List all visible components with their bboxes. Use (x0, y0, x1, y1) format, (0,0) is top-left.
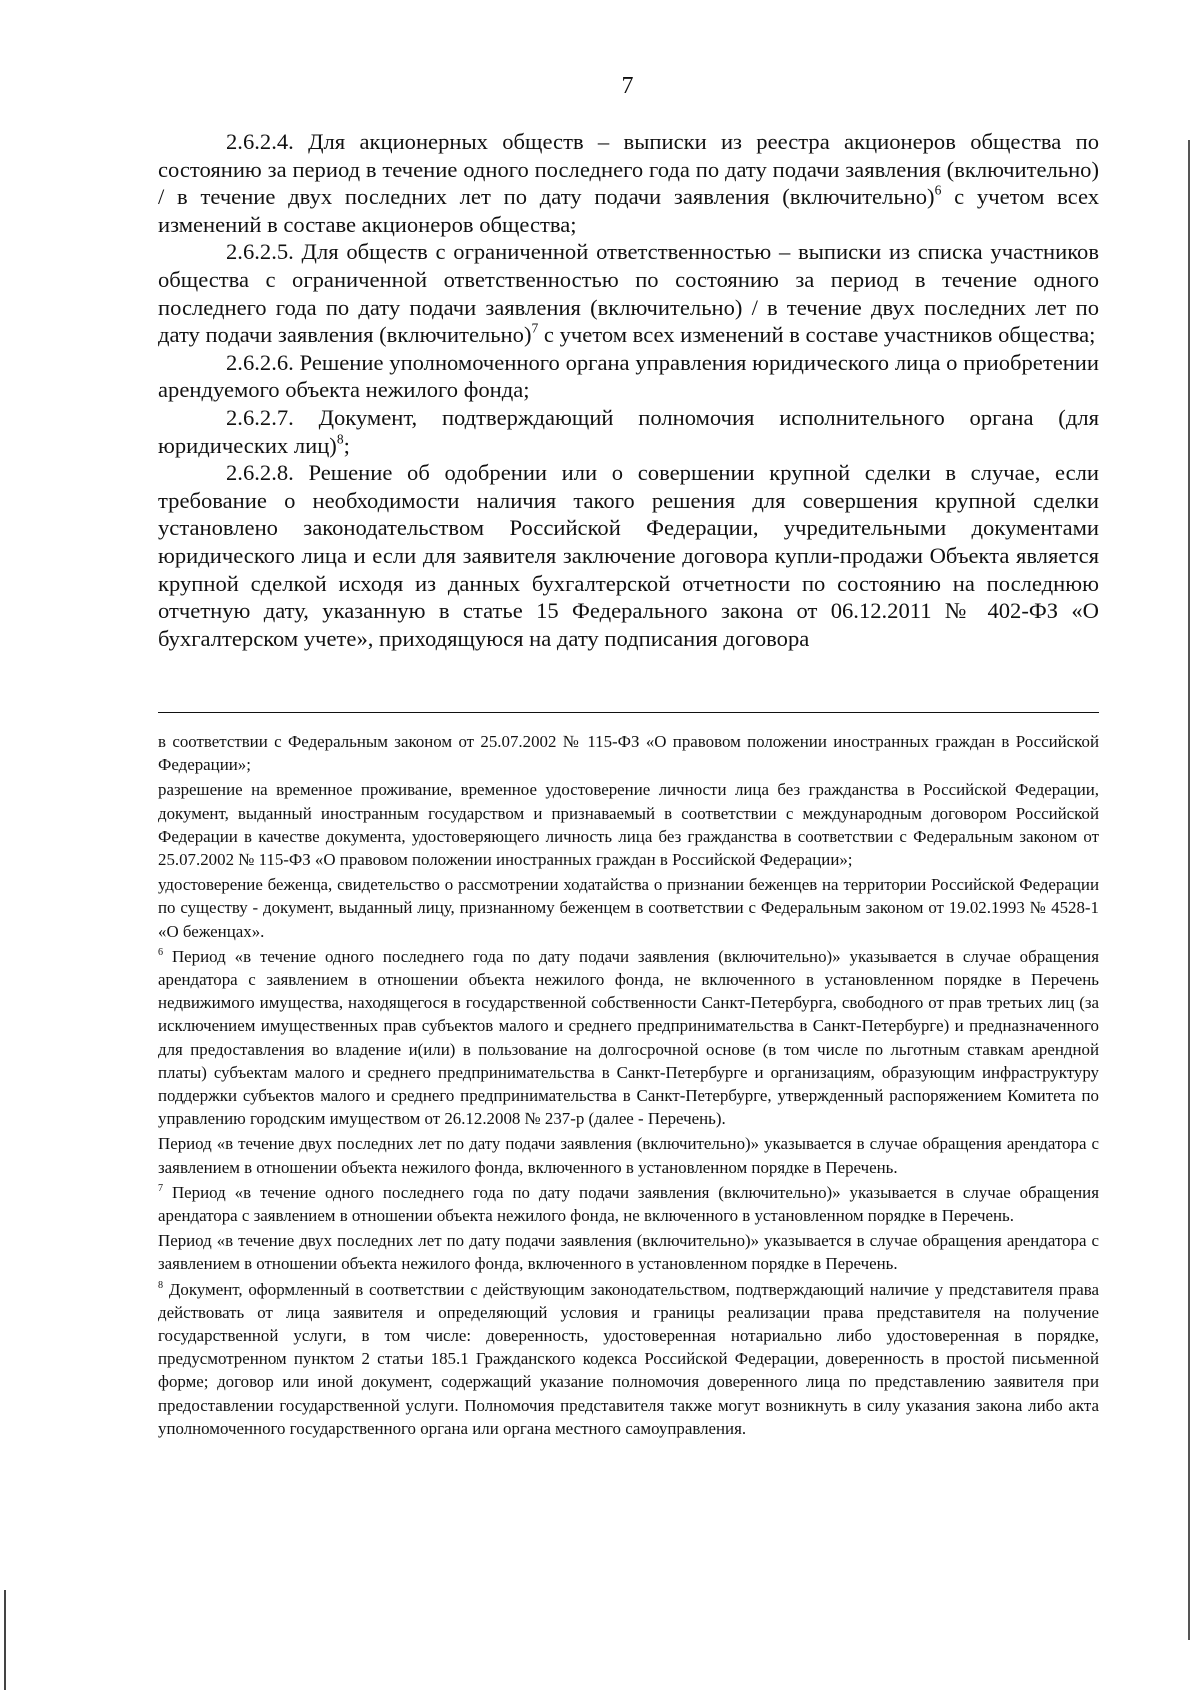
footnote-continuation (158, 730, 1099, 776)
footnote-mark: 7 (158, 1182, 164, 1194)
paragraph-tail: с учетом всех изменений в составе участников общества; (538, 322, 1096, 348)
footnote-8 (158, 1278, 1099, 1440)
scan-edge-line (1188, 140, 1190, 1640)
footnote-text: Период «в течение двух последних лет по дату подачи заявления (включительно)» указывается в случае обращения арендатора с заявлением в отношении объекта нежилого фонда, включенного в установленном порядке в Перечень. (158, 1231, 1099, 1274)
scan-edge-line (4, 1590, 6, 1690)
footnote-text: Период «в течение двух последних лет по дату подачи заявления (включительно)» указывается в случае обращения арендатора с заявлением в отношении объекта нежилого фонда, включенного в установленном порядке в Перечень. (158, 1134, 1099, 1177)
paragraph-text: Решение уполномоченного органа управления юридического лица о приобретении арендуемого объекта нежилого фонда; (158, 349, 1099, 403)
footnote-ref-7: 7 (531, 320, 539, 336)
footnote-continuation (158, 778, 1099, 871)
footnote-text: удостоверение беженца, свидетельство о рассмотрении ходатайства о признании беженцев на территории Российской Федерации по существу - документ, выданный лицу, признанному беженцем в соответствии с Федеральным законом от 19.02.1993 № 4528-1 «О беженцах». (158, 875, 1099, 941)
footnote-mark: 6 (158, 946, 164, 958)
paragraph-text: Для акционерных обществ – выписки из реестра акционеров общества по состоянию за период в течение одного последнего года по дату подачи заявления (включительно) / в течение двух последних лет по дату подачи заявления (включительно) (158, 129, 1099, 210)
footnote-text: Период «в течение одного последнего года по дату подачи заявления (включительно)» указывается в случае обращения арендатора с заявлением в отношении объекта нежилого фонда, не включенного в установленном порядке в Перечень. (158, 1182, 1099, 1226)
paragraph-label: 2.6.2.4. (226, 129, 294, 154)
footnote-text: разрешение на временное проживание, временное удостоверение личности лица без гражданства в Российской Федерации, документ, выданный иностранным государством и признаваемый в соответствии с международным договором Российской Федерации в качестве документа, удостоверяющего личность лица без гражданства в соответствии с Федеральным законом от 25.07.2002 № 115-ФЗ «О правовом положении иностранных граждан в Российской Федерации»; (158, 780, 1099, 870)
footnotes (158, 730, 1099, 1442)
paragraph-tail: с учетом всех изменений в составе акционеров общества; (158, 184, 1099, 237)
paragraph-2-6-2-5 (158, 238, 1099, 348)
footnote-7-continuation (158, 1229, 1099, 1275)
paragraph-label: 2.6.2.5. (226, 239, 294, 265)
footnote-text: Документ, оформленный в соответствии с действующим законодательством, подтверждающий наличие у представителя права действовать от лица заявителя и определяющий условия и границы реализации права представителя на получение государственной услуги, в том числе: доверенность, удостоверенная нотариально либо удостоверенная в порядке, предусмотренном пунктом 2 статьи 185.1 Гражданского кодекса Российской Федерации, доверенность в простой письменной форме; договор или иной документ, содержащий указание полномочия доверенного лица по представлению заявителя при предоставлении государственной услуги. Полномочия представителя также могут возникнуть в силу указания закона либо акта уполномоченного государственного органа или органа местного самоуправления. (158, 1279, 1099, 1438)
paragraph-2-6-2-6 (158, 349, 1099, 404)
paragraph-label: 2.6.2.6. (226, 349, 294, 375)
paragraph-text: Решение об одобрении или о совершении крупной сделки в случае, если требование о необходимости наличия такого решения для совершения крупной сделки установлено законодательством Российской Федерации, учредительными документами юридического лица и если для заявителя заключение договора купли-продажи Объекта является крупной сделкой исходя из данных бухгалтерской отчетности по состоянию на последнюю отчетную дату, указанную в статье 15 Федерального закона от 06.12.2011 № 402-ФЗ «О бухгалтерском учете», приходящуюся на дату подписания договора (158, 460, 1099, 651)
paragraph-2-6-2-4 (158, 128, 1099, 238)
paragraph-tail: ; (343, 432, 350, 458)
footnote-6-continuation (158, 1132, 1099, 1178)
footnote-mark: 8 (158, 1279, 164, 1291)
footnote-continuation (158, 873, 1099, 943)
footnote-6 (158, 945, 1099, 1131)
paragraph-text: Документ, подтверждающий полномочия исполнительного органа (для юридических лиц) (158, 404, 1099, 458)
paragraph-label: 2.6.2.8. (226, 460, 294, 486)
footnote-ref-8: 8 (336, 431, 344, 447)
paragraph-label: 2.6.2.7. (226, 404, 294, 430)
paragraph-2-6-2-7 (158, 404, 1099, 459)
footnote-7 (158, 1181, 1099, 1227)
footnote-separator (158, 712, 1099, 713)
main-text (158, 128, 1099, 652)
paragraph-2-6-2-8 (158, 459, 1099, 652)
footnote-ref-6: 6 (934, 182, 942, 198)
paragraph-text: Для обществ с ограниченной ответственностью – выписки из списка участников общества с ограниченной ответственностью по состоянию за период в течение одного последнего года по дату подачи заявления (включительно) / в течение двух последних лет по дату подачи заявления (включительно) (158, 239, 1099, 348)
footnote-text: Период «в течение одного последнего года по дату подачи заявления (включительно)» указывается в случае обращения арендатора с заявлением в отношении объекта нежилого фонда, не включенного в установленном порядке в Перечень недвижимого имущества, находящегося в государственной собственности Санкт-Петербурга, свободного от прав третьих лиц (за исключением имущественных прав субъектов малого и среднего предпринимательства в Санкт-Петербурге) и предназначенного для предоставления во владение и(или) в пользование на долгосрочной основе (в том числе по льготным ставкам арендной платы) субъектам малого и среднего предпринимательства в Санкт-Петербурге и организациям, образующим инфраструктуру поддержки субъектов малого и среднего предпринимательства в Санкт-Петербурге, утвержденный распоряжением Комитета по управлению городским имуществом от 26.12.2008 № 237-р (далее - Перечень). (158, 946, 1099, 1129)
footnote-text: в соответствии с Федеральным законом от 25.07.2002 № 115-ФЗ «О правовом положении иностранных граждан в Российской Федерации»; (158, 732, 1099, 775)
page-number: 7 (621, 73, 634, 99)
